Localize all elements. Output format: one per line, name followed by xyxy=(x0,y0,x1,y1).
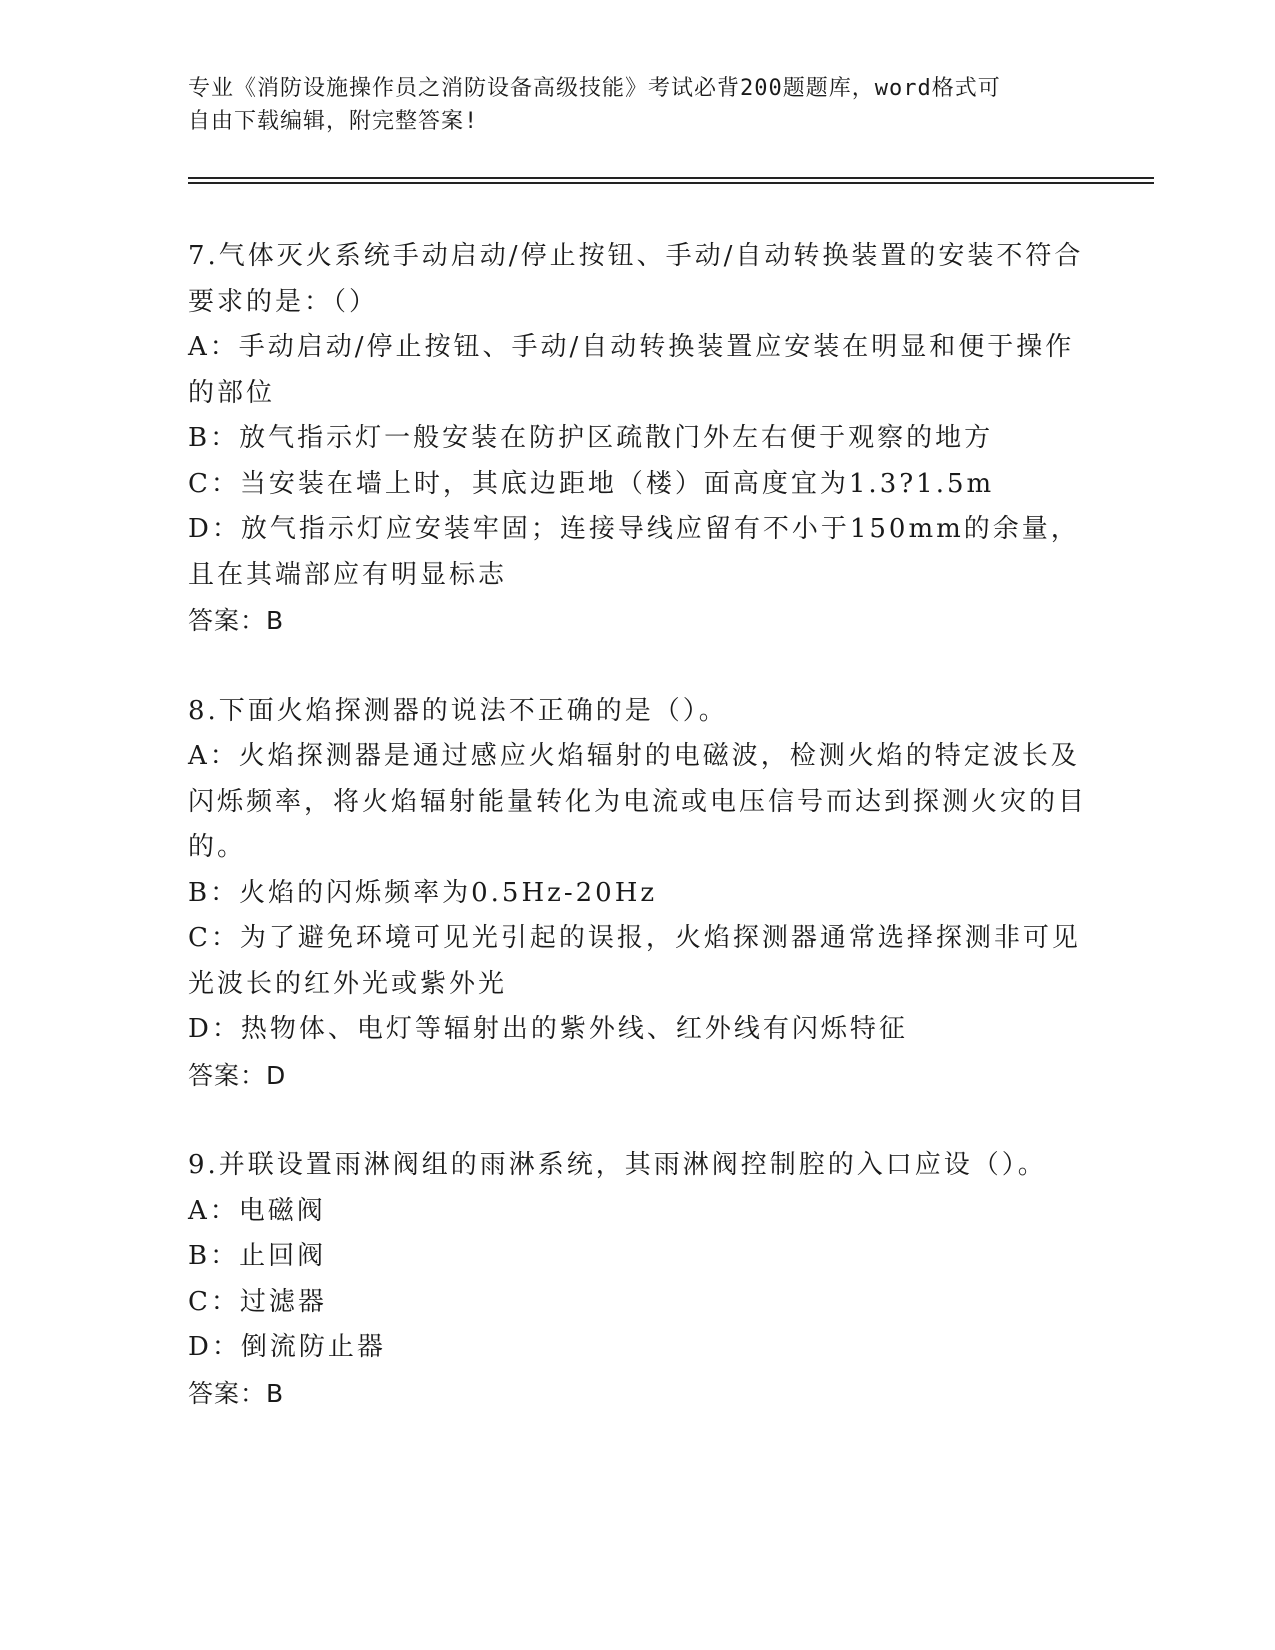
header-divider-bottom xyxy=(188,182,1154,184)
document-header xyxy=(188,72,1088,138)
option-a: A：手动启动/停止按钮、手动/自动转换装置应安装在明显和便于操作的部位 xyxy=(188,332,1075,408)
option-b: B：火焰的闪烁频率为0.5Hz-20Hz xyxy=(188,877,658,908)
answer-label: 答案：B xyxy=(188,606,285,635)
option-a: A：电磁阀 xyxy=(188,1195,326,1226)
option-c: C：为了避免环境可见光引起的误报，火焰探测器通常选择探测非可见光波长的红外光或紫外光 xyxy=(188,923,1081,999)
answer-label: 答案：D xyxy=(188,1060,287,1090)
question-8 xyxy=(188,689,1088,1099)
option-b: B：放气指示灯一般安装在防护区疏散门外左右便于观察的地方 xyxy=(188,423,994,453)
question-stem: 8.下面火焰探测器的说法不正确的是（）。 xyxy=(188,695,728,726)
question-list xyxy=(188,234,1088,1416)
option-d: D：倒流防止器 xyxy=(188,1332,386,1362)
option-d: D：热物体、电灯等辐射出的紫外线、红外线有闪烁特征 xyxy=(188,1014,908,1044)
question-spacer xyxy=(188,644,1088,689)
question-7 xyxy=(188,234,1088,644)
answer-label: 答案：B xyxy=(188,1378,285,1408)
option-d: D：放气指示灯应安装牢固；连接导线应留有不小于150mm的余量，且在其端部应有明显标志 xyxy=(188,514,1080,590)
header-divider-top xyxy=(188,177,1154,179)
option-c: C：当安装在墙上时，其底边距地（楼）面高度宜为1.3?1.5m xyxy=(188,468,995,499)
option-b: B：止回阀 xyxy=(188,1241,327,1271)
question-9 xyxy=(188,1143,1088,1416)
option-c: C：过滤器 xyxy=(188,1286,327,1317)
header-line-1: 专业《消防设施操作员之消防设备高级技能》考试必背200题题库，word格式可 xyxy=(188,76,1001,101)
question-spacer xyxy=(188,1098,1088,1143)
header-line-2: 自由下载编辑，附完整答案! xyxy=(188,109,479,134)
question-stem: 9.并联设置雨淋阀组的雨淋系统，其雨淋阀控制腔的入口应设（）。 xyxy=(188,1150,1047,1180)
question-stem: 7.气体灭火系统手动启动/停止按钮、手动/自动转换装置的安装不符合要求的是：（） xyxy=(188,241,1084,317)
option-a: A：火焰探测器是通过感应火焰辐射的电磁波，检测火焰的特定波长及闪烁频率，将火焰辐射能量转化为电流或电压信号而达到探测火灾的目的。 xyxy=(188,741,1088,862)
